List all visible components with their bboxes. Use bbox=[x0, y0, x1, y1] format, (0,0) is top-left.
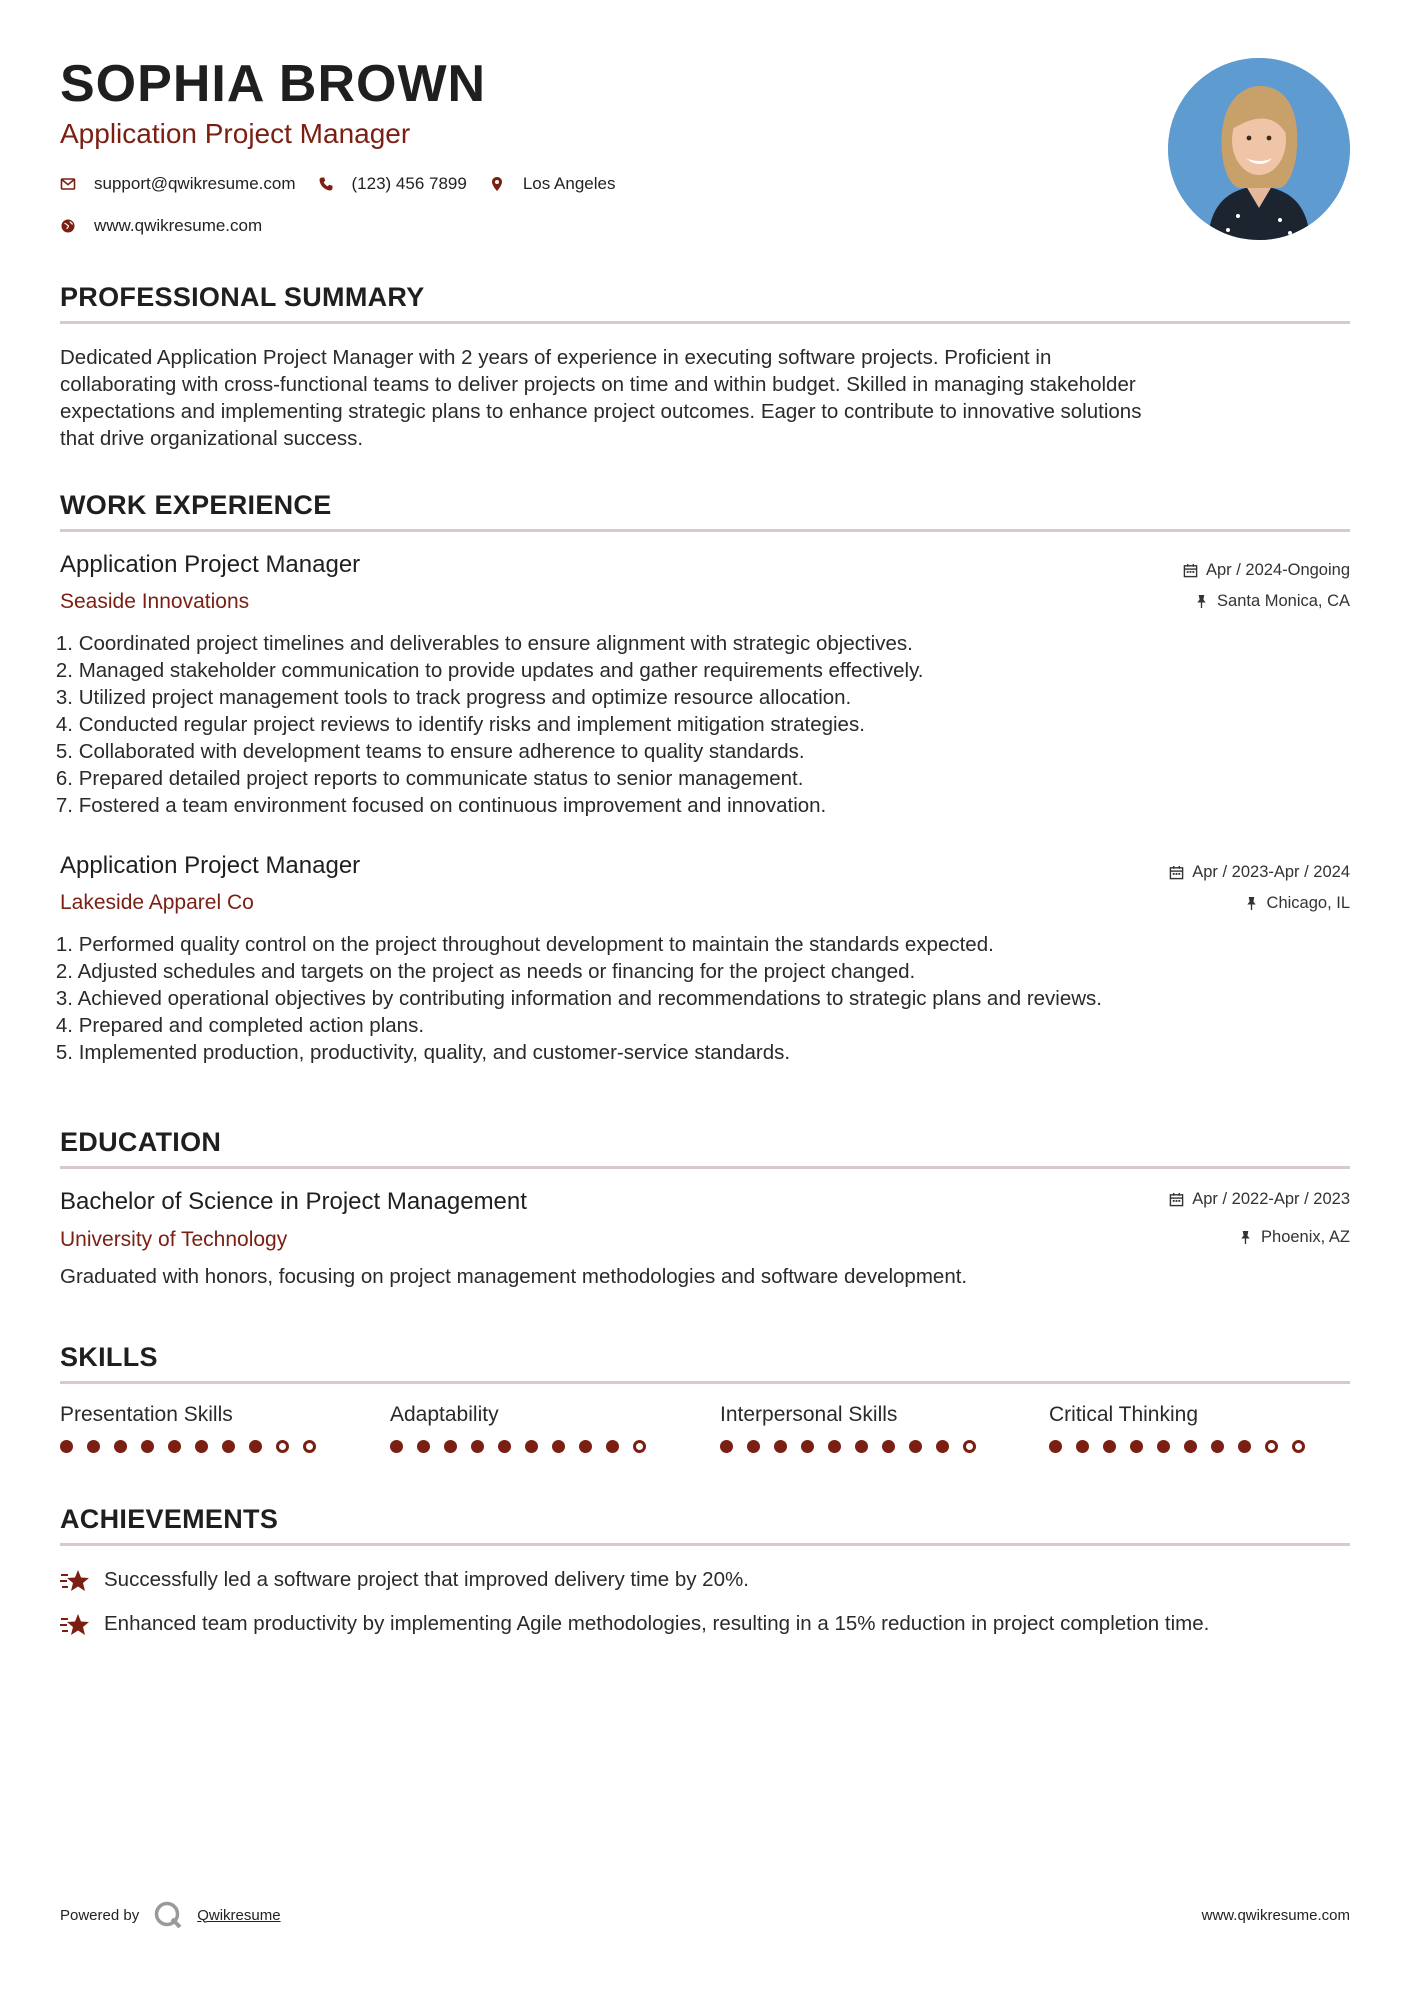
job-dates-text: Apr / 2024-Ongoing bbox=[1205, 561, 1350, 579]
rating-dot-filled bbox=[114, 1440, 127, 1453]
powered-by-label: Powered by bbox=[60, 1906, 140, 1924]
skill-item bbox=[390, 1404, 690, 1425]
rating-dot-filled bbox=[249, 1440, 262, 1453]
job-dates bbox=[1169, 864, 1350, 881]
calendar-icon bbox=[1169, 865, 1184, 880]
rating-dot-filled bbox=[552, 1440, 565, 1453]
job-title: Application Project Manager bbox=[60, 852, 361, 879]
summary-text bbox=[60, 344, 1350, 452]
rating-dot-filled bbox=[1076, 1440, 1089, 1453]
phone-text: (123) 456 7899 bbox=[351, 174, 467, 193]
calendar-icon bbox=[1183, 563, 1198, 578]
rating-dot-filled bbox=[1184, 1440, 1197, 1453]
summary-divider bbox=[60, 321, 1350, 324]
footer-website[interactable]: www.qwikresume.com bbox=[1201, 1907, 1350, 1924]
pushpin-icon bbox=[1238, 1230, 1253, 1245]
rating-dot-filled bbox=[498, 1440, 511, 1453]
qwikresume-logo-icon bbox=[153, 1900, 183, 1930]
rating-dot-filled bbox=[525, 1440, 538, 1453]
summary-line: collaborating with cross-functional teams to deliver projects on time and within budget. Skilled in managing stakeholder bbox=[60, 373, 1136, 396]
skill-item bbox=[1049, 1404, 1349, 1425]
rating-dot-filled bbox=[747, 1440, 760, 1453]
rating-dot-filled bbox=[1130, 1440, 1143, 1453]
education-dates-text: Apr / 2022-Apr / 2023 bbox=[1192, 1190, 1350, 1208]
rating-dot-filled bbox=[195, 1440, 208, 1453]
contact-website[interactable] bbox=[60, 216, 262, 236]
education-divider bbox=[60, 1166, 1350, 1169]
summary-line: that drive organizational success. bbox=[60, 427, 364, 450]
website-text: www.qwikresume.com bbox=[94, 216, 263, 235]
skill-rating bbox=[1049, 1440, 1319, 1453]
summary-line: expectations and implementing strategic plans to enhance project outcomes. Eager to contribute to innovative solutions bbox=[60, 400, 1142, 423]
achievement-text: Enhanced team productivity by implementing Agile methodologies, resulting in a 15% reduction in project completion time. bbox=[104, 1612, 1210, 1635]
list-item: 5. Collaborated with development teams to ensure adherence to quality standards. bbox=[55, 740, 805, 763]
experience-heading: WORK EXPERIENCE bbox=[60, 490, 332, 520]
skill-rating bbox=[720, 1440, 990, 1453]
rating-dot-empty bbox=[1292, 1440, 1305, 1453]
education-location bbox=[1238, 1229, 1350, 1246]
skill-rating bbox=[390, 1440, 660, 1453]
achievements-divider bbox=[60, 1543, 1350, 1546]
rating-dot-empty bbox=[1265, 1440, 1278, 1453]
location-text: Los Angeles bbox=[522, 174, 616, 193]
rating-dot-filled bbox=[390, 1440, 403, 1453]
education-description: Graduated with honors, focusing on project management methodologies and software development. bbox=[60, 1265, 968, 1288]
rating-dot-filled bbox=[909, 1440, 922, 1453]
rating-dot-filled bbox=[168, 1440, 181, 1453]
education-location-text: Phoenix, AZ bbox=[1261, 1228, 1350, 1246]
star-award-icon bbox=[60, 1566, 92, 1600]
job-dates-text: Apr / 2023-Apr / 2024 bbox=[1192, 863, 1350, 881]
degree-title: Bachelor of Science in Project Management bbox=[60, 1188, 527, 1215]
contact-location bbox=[489, 174, 616, 194]
rating-dot-empty bbox=[303, 1440, 316, 1453]
job-location bbox=[1244, 895, 1350, 912]
website-row bbox=[60, 216, 284, 236]
achievement-item bbox=[60, 1566, 1350, 1600]
job-bullets bbox=[55, 630, 924, 819]
skill-name: Interpersonal Skills bbox=[720, 1403, 898, 1426]
footer-powered-by bbox=[60, 1900, 281, 1930]
list-item: 6. Prepared detailed project reports to communicate status to senior management. bbox=[55, 767, 804, 790]
skill-rating bbox=[60, 1440, 330, 1453]
summary-line: Dedicated Application Project Manager with 2 years of experience in executing software projects. Proficient in bbox=[60, 346, 1052, 369]
rating-dot-filled bbox=[855, 1440, 868, 1453]
contact-email[interactable] bbox=[60, 174, 296, 194]
rating-dot-filled bbox=[1049, 1440, 1062, 1453]
contact-phone[interactable] bbox=[318, 174, 467, 194]
rating-dot-empty bbox=[276, 1440, 289, 1453]
skill-name: Presentation Skills bbox=[60, 1403, 233, 1426]
rating-dot-filled bbox=[87, 1440, 100, 1453]
rating-dot-filled bbox=[1238, 1440, 1251, 1453]
calendar-icon bbox=[1169, 1192, 1184, 1207]
list-item: 3. Achieved operational objectives by contributing information and recommendations to strategic plans and reviews. bbox=[55, 987, 1103, 1010]
rating-dot-filled bbox=[471, 1440, 484, 1453]
rating-dot-filled bbox=[936, 1440, 949, 1453]
profile-photo bbox=[1168, 58, 1350, 240]
skills-divider bbox=[60, 1381, 1350, 1384]
skill-name: Critical Thinking bbox=[1049, 1403, 1198, 1426]
star-award-icon bbox=[60, 1610, 92, 1644]
education-heading: EDUCATION bbox=[60, 1127, 222, 1157]
achievements-heading: ACHIEVEMENTS bbox=[60, 1504, 279, 1534]
globe-icon bbox=[60, 218, 76, 234]
job-bullets bbox=[55, 931, 1103, 1066]
rating-dot-filled bbox=[801, 1440, 814, 1453]
rating-dot-filled bbox=[222, 1440, 235, 1453]
rating-dot-filled bbox=[60, 1440, 73, 1453]
qwikresume-link[interactable]: Qwikresume bbox=[197, 1906, 281, 1924]
rating-dot-filled bbox=[141, 1440, 154, 1453]
map-pin-icon bbox=[489, 176, 505, 192]
envelope-icon bbox=[60, 176, 76, 192]
candidate-role: Application Project Manager bbox=[60, 118, 411, 149]
list-item: 4. Conducted regular project reviews to identify risks and implement mitigation strategies. bbox=[55, 713, 865, 736]
list-item: 3. Utilized project management tools to track progress and optimize resource allocation. bbox=[55, 686, 852, 709]
list-item: 1. Coordinated project timelines and deliverables to ensure alignment with strategic objectives. bbox=[55, 632, 913, 655]
list-item: 1. Performed quality control on the project throughout development to maintain the standards expected. bbox=[55, 933, 994, 956]
rating-dot-filled bbox=[579, 1440, 592, 1453]
rating-dot-filled bbox=[828, 1440, 841, 1453]
skill-name: Adaptability bbox=[390, 1403, 499, 1426]
rating-dot-filled bbox=[417, 1440, 430, 1453]
skill-item bbox=[720, 1404, 1020, 1425]
rating-dot-filled bbox=[1211, 1440, 1224, 1453]
list-item: 5. Implemented production, productivity, quality, and customer-service standards. bbox=[55, 1041, 791, 1064]
rating-dot-filled bbox=[444, 1440, 457, 1453]
job-title: Application Project Manager bbox=[60, 551, 361, 578]
list-item: 7. Fostered a team environment focused on continuous improvement and innovation. bbox=[55, 794, 827, 817]
contact-row bbox=[60, 174, 637, 194]
rating-dot-filled bbox=[606, 1440, 619, 1453]
phone-icon bbox=[318, 176, 334, 192]
job-dates bbox=[1183, 562, 1350, 579]
rating-dot-filled bbox=[1103, 1440, 1116, 1453]
school-name: University of Technology bbox=[60, 1228, 288, 1251]
pushpin-icon bbox=[1194, 594, 1209, 609]
achievement-text: Successfully led a software project that improved delivery time by 20%. bbox=[104, 1568, 749, 1591]
rating-dot-filled bbox=[882, 1440, 895, 1453]
job-location-text: Chicago, IL bbox=[1266, 894, 1350, 912]
summary-heading: PROFESSIONAL SUMMARY bbox=[60, 282, 425, 312]
skills-heading: SKILLS bbox=[60, 1342, 158, 1372]
rating-dot-filled bbox=[1157, 1440, 1170, 1453]
experience-divider bbox=[60, 529, 1350, 532]
achievement-item bbox=[60, 1610, 1350, 1644]
resume-page bbox=[55, 0, 1350, 1990]
job-location-text: Santa Monica, CA bbox=[1217, 592, 1350, 610]
company-name: Seaside Innovations bbox=[60, 590, 250, 613]
job-location bbox=[1194, 593, 1350, 610]
skill-item bbox=[60, 1404, 360, 1425]
rating-dot-filled bbox=[774, 1440, 787, 1453]
list-item: 4. Prepared and completed action plans. bbox=[55, 1014, 425, 1037]
education-dates bbox=[1169, 1191, 1350, 1208]
list-item: 2. Adjusted schedules and targets on the project as needs or financing for the project changed. bbox=[55, 960, 916, 983]
pushpin-icon bbox=[1244, 896, 1259, 911]
rating-dot-empty bbox=[633, 1440, 646, 1453]
rating-dot-empty bbox=[963, 1440, 976, 1453]
email-text: support@qwikresume.com bbox=[94, 174, 296, 193]
company-name: Lakeside Apparel Co bbox=[60, 891, 254, 914]
candidate-name: SOPHIA BROWN bbox=[60, 55, 487, 113]
rating-dot-filled bbox=[720, 1440, 733, 1453]
list-item: 2. Managed stakeholder communication to provide updates and gather requirements effectively. bbox=[55, 659, 924, 682]
